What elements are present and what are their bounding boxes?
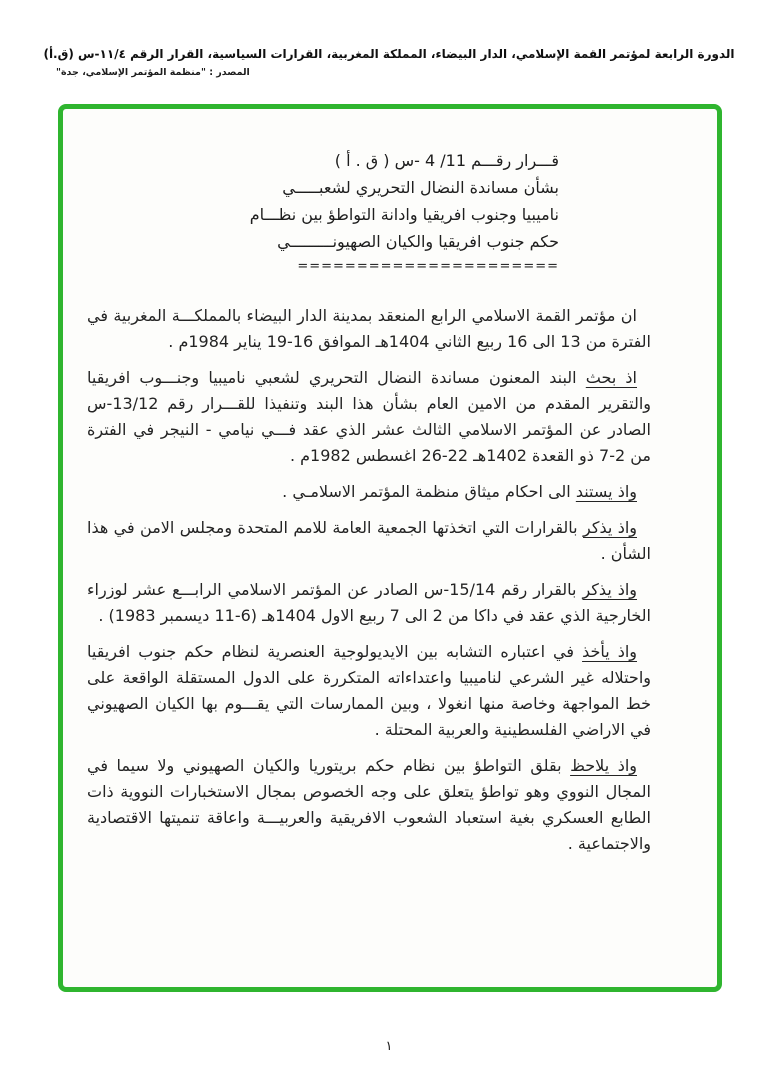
paragraph-text: في اعتباره التشابه بين الايديولوجية العنصرية لنظام حكم جنوب افريقيا واحتلاله غير الشرعي لناميبيا واعتداءاته المتكررة على الدول المستقلة الواقعة على خط المواجهة وخاصة منها انغولا ، وبين الممارسات التي يقـــوم بها الكيان الصهيوني في الاراضي الفلسطينية والعربية المحتلة .	[87, 642, 651, 739]
resolution-title-line-4: حكم جنوب افريقيا والكيان الصهيونـــــــــي	[277, 232, 559, 251]
page-number: ١	[385, 1039, 393, 1054]
title-separator: ======================	[297, 259, 559, 274]
paragraph-lead: اذ بحث	[585, 368, 637, 387]
resolution-title-block	[87, 147, 651, 279]
paragraph-lead: واذ يستند	[575, 482, 637, 501]
paragraph-lead: واذ يأخذ	[582, 642, 638, 661]
resolution-paragraph	[87, 639, 651, 743]
paragraph-lead: واذ يلاحظ	[570, 756, 637, 775]
scanned-document	[63, 109, 717, 887]
header-title: الدورة الرابعة لمؤتمر القمة الإسلامي، الدار البيضاء، المملكة المغربية، القرارات السياسية، القرار الرقم ١١/٤-س (ق.أ)	[43, 47, 735, 61]
catalog-header	[0, 0, 778, 78]
paragraph-text: بقلق التواطؤ بين نظام حكم بريتوريا والكيان الصهيوني ولا سيما في المجال النووي وهو تواطؤ يتعلق على وجه الخصوص بمجال الاستخبارات النووية ذات الطابع العسكري بغية استعباد الشعوب الافريقية والعربيـــة واعاقة تنميتها الاقتصادية والاجتماعية .	[87, 756, 651, 853]
paragraph-text: البند المعنون مساندة النضال التحريري لشعبي ناميبيا وجنـــوب افريقيا والتقرير المقدم من الامين العام بشأن هذا البند وتنفيذا للقـــرار رقم 13/12-س الصادر عن المؤتمر الاسلامي الثالث عشر الذي عقد فـــي نيامي - النيجر في الفترة من 2-7 ذو القعدة 1402هـ 22-26 اغسطس 1982م .	[87, 368, 651, 465]
paragraph-lead: واذ يذكر	[583, 518, 637, 537]
resolution-paragraph	[87, 479, 651, 505]
source-note: المصدر : "منظمة المؤتمر الإسلامي، جدة"	[56, 67, 250, 78]
resolution-title-line-1: قـــرار رقـــم 11/ 4 -س ( ق . أ )	[334, 151, 559, 170]
paragraph-text: بالقرار رقم 15/14-س الصادر عن المؤتمر الاسلامي الرابـــع عشر لوزراء الخارجية الذي عقد في داكا من 2 الى 7 ربيع الاول 1404هـ (6-11 ديسمبر 1983) .	[87, 580, 651, 625]
green-highlight-frame	[58, 104, 722, 992]
paragraph-lead: ان	[620, 306, 637, 325]
resolution-paragraph	[87, 577, 651, 629]
resolution-body	[87, 303, 651, 857]
resolution-paragraph	[87, 753, 651, 857]
resolution-paragraph	[87, 365, 651, 469]
paragraph-text: بالقرارات التي اتخذتها الجمعية العامة للامم المتحدة ومجلس الامن في هذا الشأن .	[87, 518, 651, 563]
resolution-title-line-2: بشأن مساندة النضال التحريري لشعبـــــي	[282, 178, 559, 197]
resolution-paragraph	[87, 303, 651, 355]
paragraph-lead: واذ يذكر	[582, 580, 638, 599]
resolution-paragraph	[87, 515, 651, 567]
paragraph-text: الى احكام ميثاق منظمة المؤتمر الاسلامـي .	[282, 482, 571, 501]
resolution-title-line-3: ناميبيا وجنوب افريقيا وادانة التواطؤ بين نظـــام	[249, 205, 559, 224]
paragraph-text: مؤتمر القمة الاسلامي الرابع المنعقد بمدينة الدار البيضاء بالمملكـــة المغربية في الفترة من 13 الى 16 ربيع الثاني 1404هـ الموافق 16-19 يناير 1984م .	[87, 306, 651, 351]
